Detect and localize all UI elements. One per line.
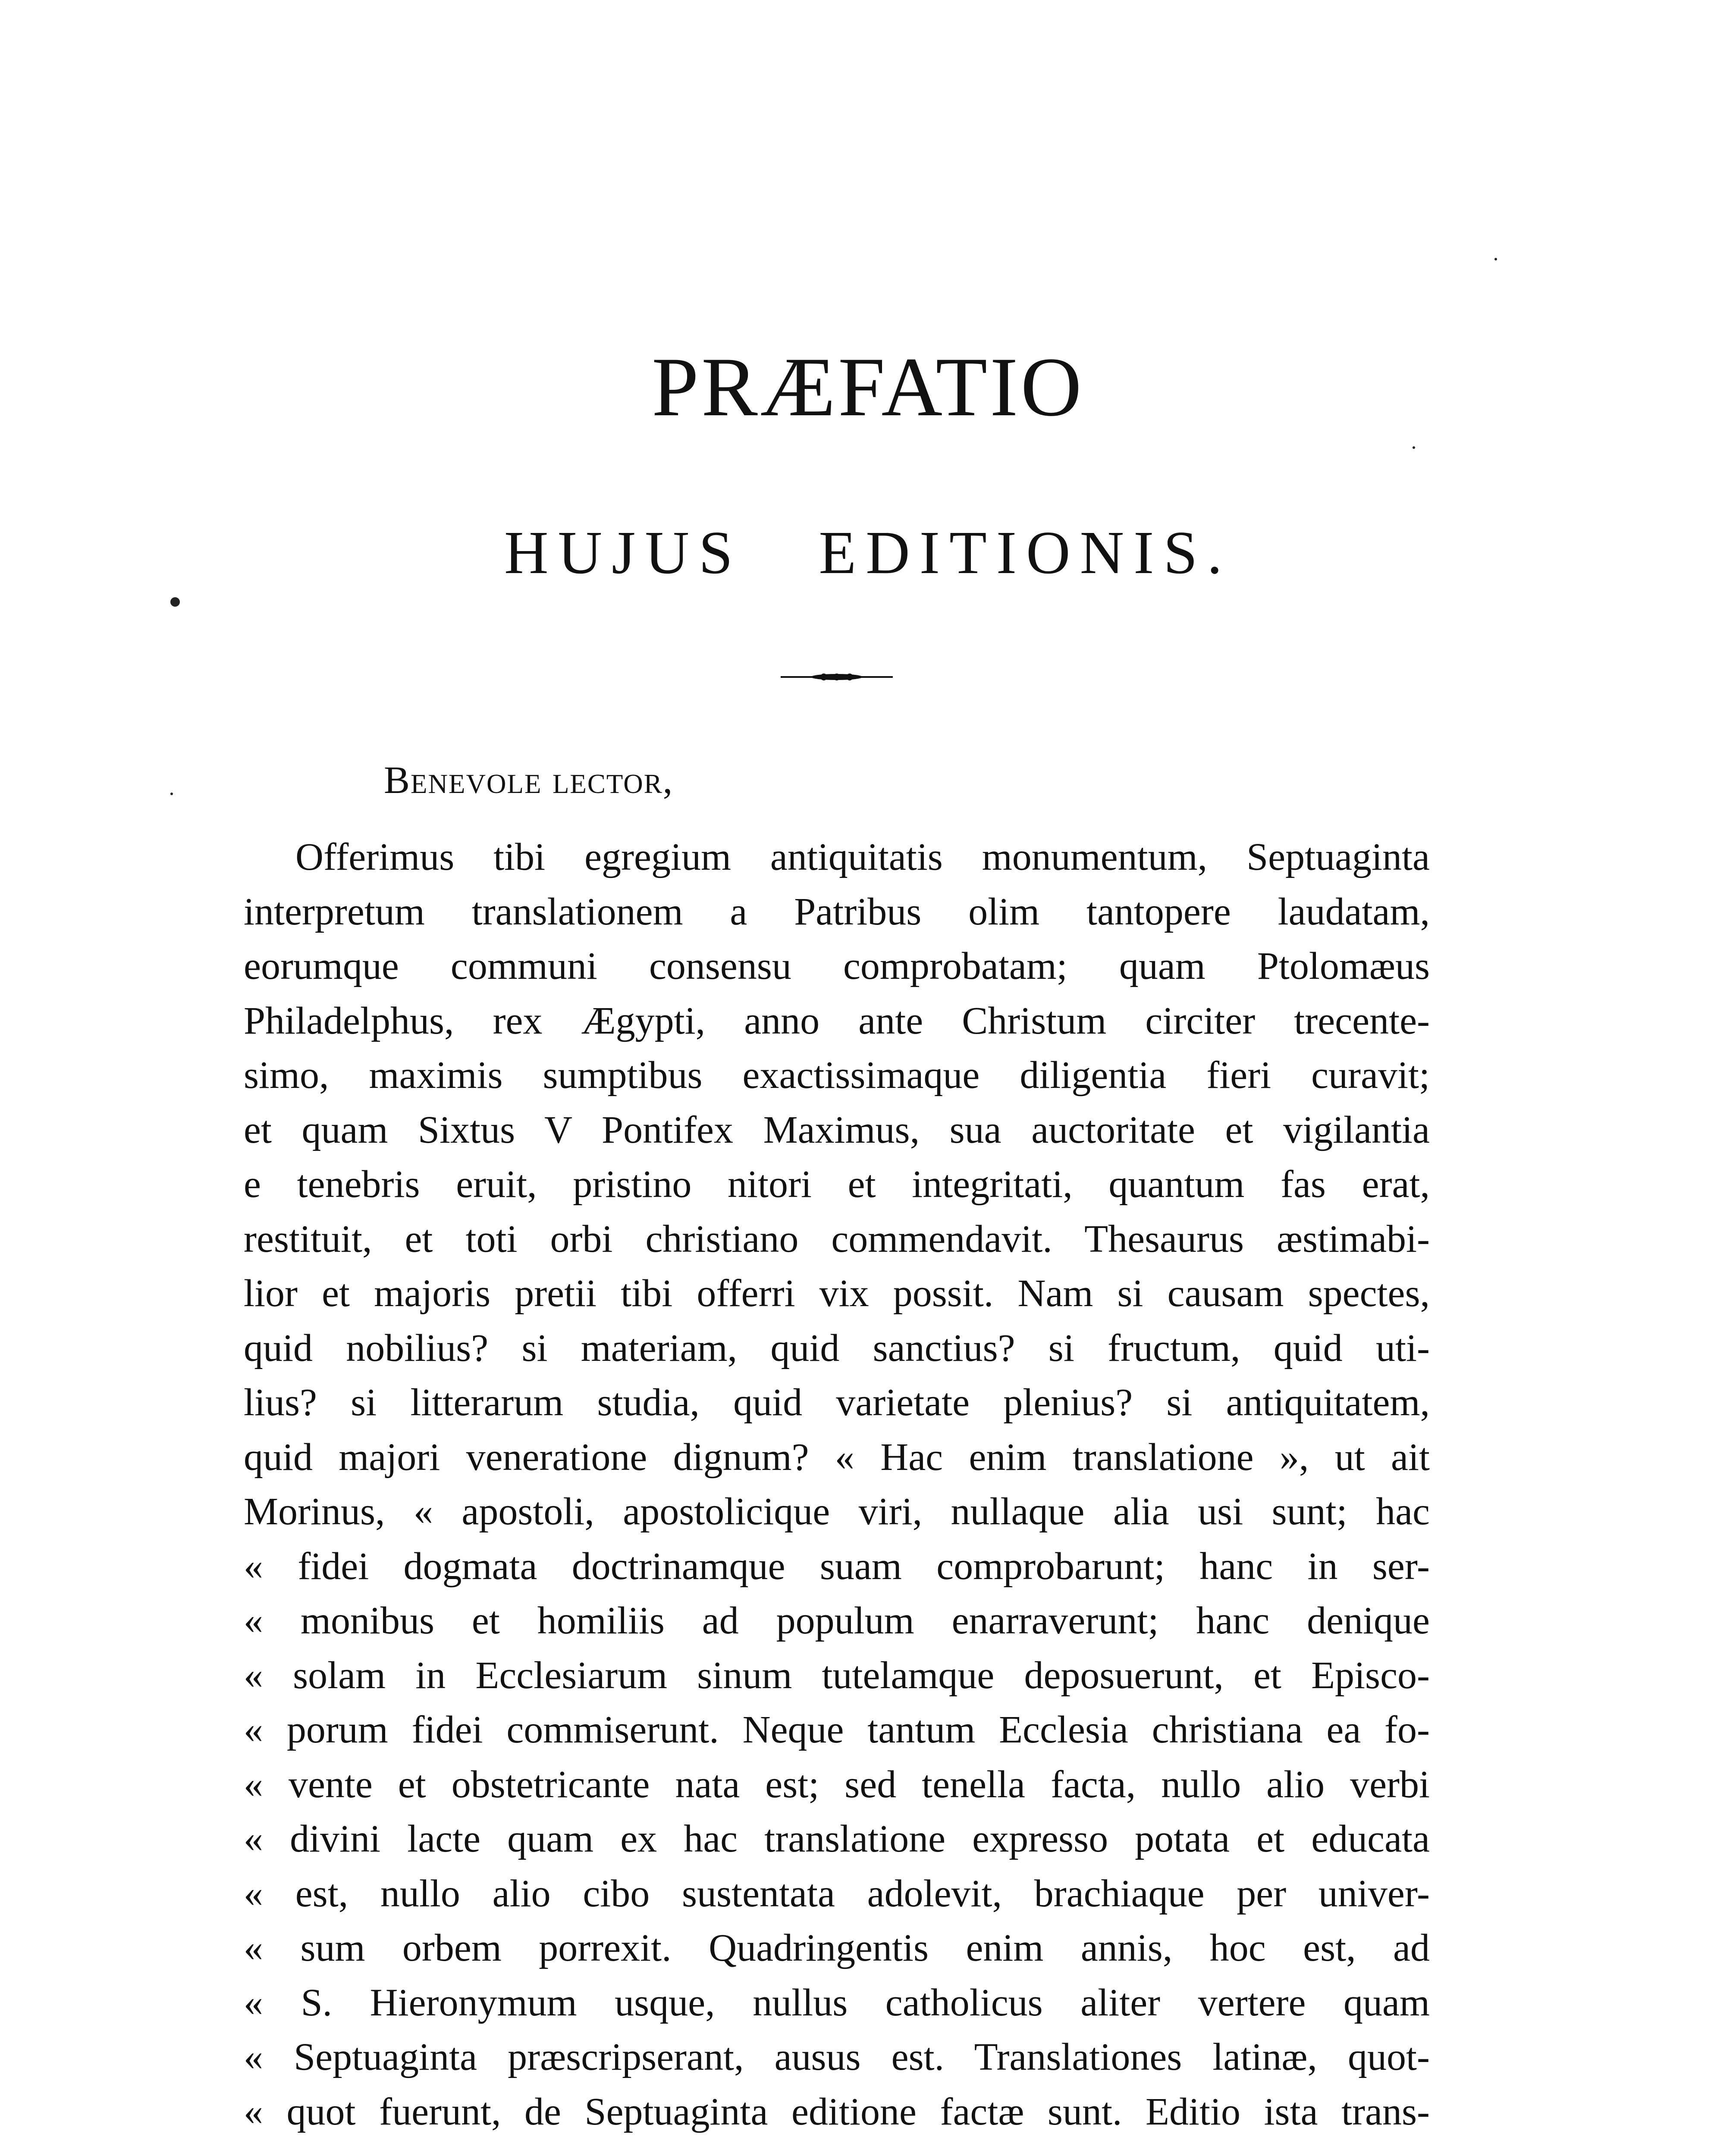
ink-speck (170, 597, 180, 607)
body-line: « sum orbem porrexit. Quadringentis enim annis, hoc est, ad (244, 1927, 1430, 1969)
ink-speck (1494, 258, 1497, 260)
ink-speck (170, 793, 173, 795)
body-line: « Septuaginta præscripserant, ausus est. Translationes latinæ, quot- (244, 2036, 1430, 2078)
body-line: interpretum translationem a Patribus olim tantopere laudatam, (244, 890, 1430, 933)
body-line: « fidei dogmata doctrinamque suam comprobarunt; hanc in ser- (244, 1545, 1430, 1588)
body-line: Offerimus tibi egregium antiquitatis monumentum, Septuaginta (295, 836, 1430, 878)
body-line: « quot fuerunt, de Septuaginta editione factæ sunt. Editio ista trans- (244, 2090, 1430, 2133)
preface-body (244, 830, 1430, 2139)
page-subtitle: HUJUS EDITIONIS. (504, 518, 1232, 586)
body-line: « monibus et homiliis ad populum enarraverunt; hanc denique (244, 1599, 1430, 1642)
body-line: quid majori veneratione dignum? « Hac enim translatione », ut ait (244, 1435, 1430, 1479)
body-line: « divini lacte quam ex hac translatione expresso potata et educata (244, 1818, 1430, 1860)
body-line: « vente et obstetricante nata est; sed tenella facta, nullo alio verbi (244, 1763, 1430, 1806)
body-line: lior et majoris pretii tibi offerri vix possit. Nam si causam spectes, (244, 1272, 1430, 1315)
ink-speck (1413, 446, 1415, 449)
page-title: PRÆFATIO (652, 340, 1084, 434)
body-line: quid nobilius? si materiam, quid sanctius? si fructum, quid uti- (244, 1326, 1430, 1369)
body-line: et quam Sixtus V Pontifex Maximus, sua auctoritate et vigilantia (244, 1108, 1430, 1151)
body-line: lius? si litterarum studia, quid varietate plenius? si antiquitatem, (244, 1381, 1430, 1424)
body-line: « solam in Ecclesiarum sinum tutelamque deposuerunt, et Episco- (244, 1654, 1430, 1697)
ornament-rule (772, 673, 901, 681)
body-line: e tenebris eruit, pristino nitori et integritati, quantum fas erat, (244, 1163, 1430, 1206)
body-line: « porum fidei commiserunt. Neque tantum Ecclesia christiana ea fo- (244, 1708, 1430, 1751)
body-line: simo, maximis sumptibus exactissimaque diligentia fieri curavit; (244, 1054, 1430, 1097)
body-line: « S. Hieronymum usque, nullus catholicus aliter vertere quam (244, 1981, 1430, 2024)
salutation: Benevole lector, (384, 759, 674, 802)
body-line: Philadelphus, rex Ægypti, anno ante Christum circiter trecente- (244, 999, 1430, 1042)
body-line: eorumque communi consensu comprobatam; quam Ptolomæus (244, 945, 1430, 987)
body-line: Morinus, « apostoli, apostolicique viri, nullaque alia usi sunt; hac (244, 1490, 1430, 1533)
body-line: « est, nullo alio cibo sustentata adolevit, brachiaque per univer- (244, 1872, 1430, 1915)
body-line: restituit, et toti orbi christiano commendavit. Thesaurus æstimabi- (244, 1217, 1430, 1260)
